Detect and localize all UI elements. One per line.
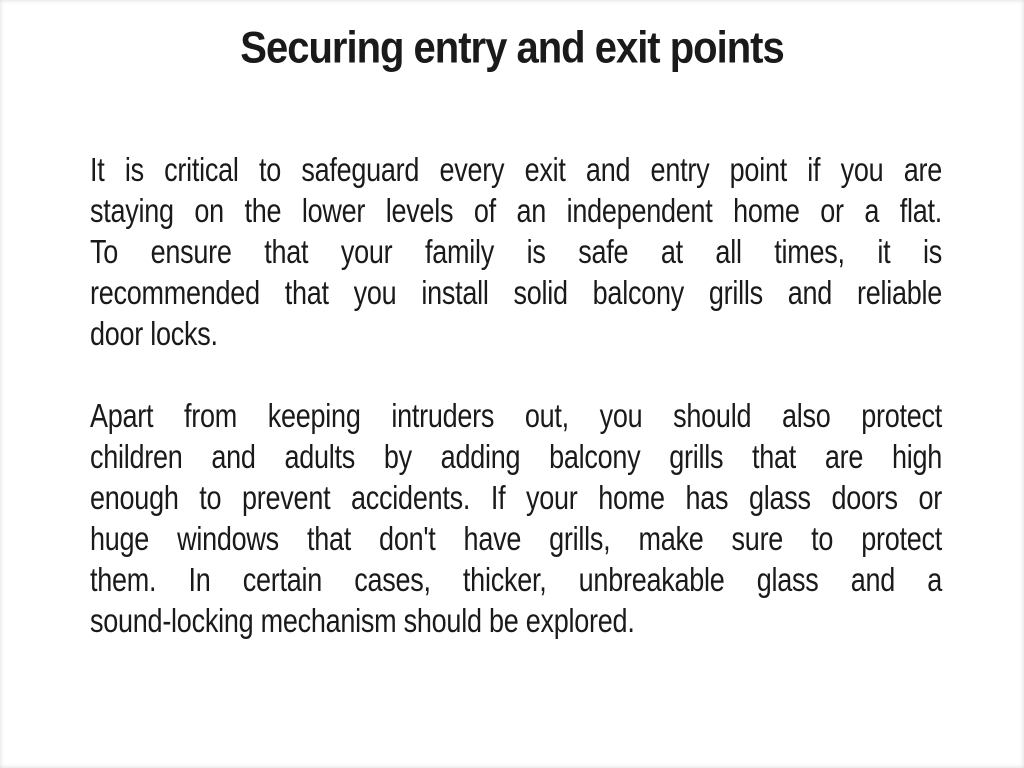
text-line: children and adults by adding balcony grills that are high (90, 438, 942, 476)
text-line: staying on the lower levels of an independent home or a flat. (90, 192, 942, 230)
paragraph-1 (90, 150, 942, 355)
text-line: sound-locking mechanism should be explored. (90, 602, 635, 640)
slide-body-text (90, 150, 942, 683)
slide-title: Securing entry and exit points (240, 23, 784, 73)
text-line: It is critical to safeguard every exit and entry point if you are (90, 151, 942, 189)
text-line: door locks. (90, 315, 218, 353)
text-line: huge windows that don't have grills, make sure to protect (90, 520, 942, 558)
text-line: recommended that you install solid balcony grills and reliable (90, 274, 942, 312)
text-line: To ensure that your family is safe at all times, it is (90, 233, 942, 271)
text-line: enough to prevent accidents. If your home has glass doors or (90, 479, 942, 517)
text-line: Apart from keeping intruders out, you should also protect (90, 397, 942, 435)
paragraph-2 (90, 396, 942, 642)
text-line: them. In certain cases, thicker, unbreakable glass and a (90, 561, 942, 599)
